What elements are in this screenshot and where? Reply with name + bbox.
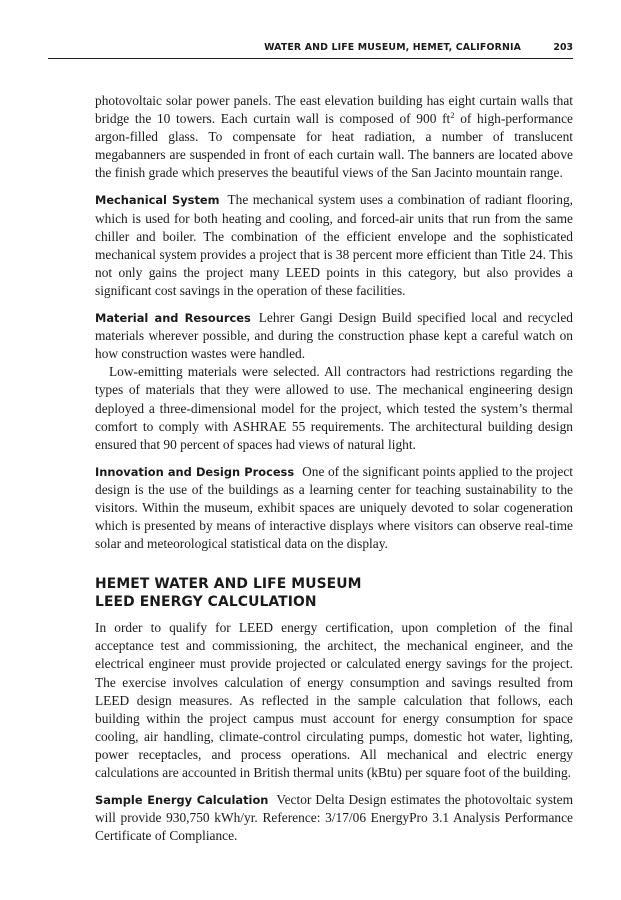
section-title-line-2: LEED ENERGY CALCULATION — [95, 593, 317, 610]
sample-paragraph — [95, 791, 573, 845]
section-title-line-1: HEMET WATER AND LIFE MUSEUM — [95, 576, 362, 593]
superscript-two: 2 — [450, 110, 455, 121]
innovation-text: One of the significant points applied to the project design is the use of the buildings as a learning center for teaching sustainability to the visitors. Within the museum, exhibit spaces are uniquely devoted to solar cogeneration which is presented by means of interactive displays where visitors can observe real-time solar and meteorological statistical data on the display. — [95, 463, 573, 552]
materials-text: Lehrer Gangi Design Build specified local and recycled materials wherever possible, and during the construction phase kept a careful watch on how construction wastes were handled. — [95, 310, 573, 362]
sample-text: Vector Delta Design estimates the photovoltaic system will provide 930,750 kWh/yr. Reference: 3/17/06 EnergyPro 3.1 Analysis Performance Certificate of Compliance. — [95, 792, 573, 844]
page-body — [95, 92, 573, 845]
page-header — [48, 41, 573, 59]
mechanical-paragraph — [95, 191, 573, 300]
materials-paragraph — [95, 309, 573, 363]
materials-paragraph-2: Low-emitting materials were selected. All contractors had restrictions regarding the types of materials that they were allowed to use. The mechanical engineering design deployed a three-dimensional model for the project, which tested the system’s thermal comfort to comply with ASHRAE 55 requirements. The architectural building design ensured that 90 percent of spaces had views of natural light. — [95, 364, 573, 452]
materials-heading: Material and Resources — [95, 311, 251, 326]
sample-heading: Sample Energy Calculation — [95, 793, 269, 808]
intro-paragraph — [95, 92, 573, 182]
mechanical-heading: Mechanical System — [95, 193, 220, 208]
running-head: WATER AND LIFE MUSEUM, HEMET, CALIFORNIA — [264, 42, 521, 53]
intro-text-b: of high-performance argon-filled glass. To compensate for heat radiation, a number of translucent megabanners are suspended in front of each curtain wall. The banners are located above the finish grade which preserves the beautiful views of the San Jacinto mountain range. — [95, 111, 573, 181]
intro-text-a: photovoltaic solar power panels. The east elevation building has eight curtain walls that bridge the 10 towers. Each curtain wall is composed of 900 ft — [95, 93, 573, 127]
page-number: 203 — [553, 42, 573, 53]
section-paragraph: In order to qualify for LEED energy certification, upon completion of the final acceptance test and commissioning, the architect, the mechanical engineer, and the electrical engineer must provide projected or calculated energy savings for the project. The exercise involves calculation of energy consumption and savings resulted from LEED design measures. As reflected in the sample calculation that follows, each building within the project campus must account for energy consumption for space cooling, air handling, climate-control circulating pumps, domestic hot water, lighting, power receptacles, and process operations. All mechanical and electric energy calculations are accounted in British thermal units (kBtu) per square foot of the building. — [95, 620, 573, 780]
innovation-heading: Innovation and Design Process — [95, 464, 295, 479]
section-title — [95, 576, 573, 611]
innovation-paragraph — [95, 463, 573, 553]
mechanical-text: The mechanical system uses a combination of radiant flooring, which is used for both heating and cooling, and forced-air units that run from the same chiller and boiler. The combination of the efficient envelope and the sophisticated mechanical system provides a project that is 38 percent more efficient than Title 24. This not only gains the project many LEED points in this category, but also provides a significant cost savings in the operation of these facilities. — [95, 192, 573, 298]
